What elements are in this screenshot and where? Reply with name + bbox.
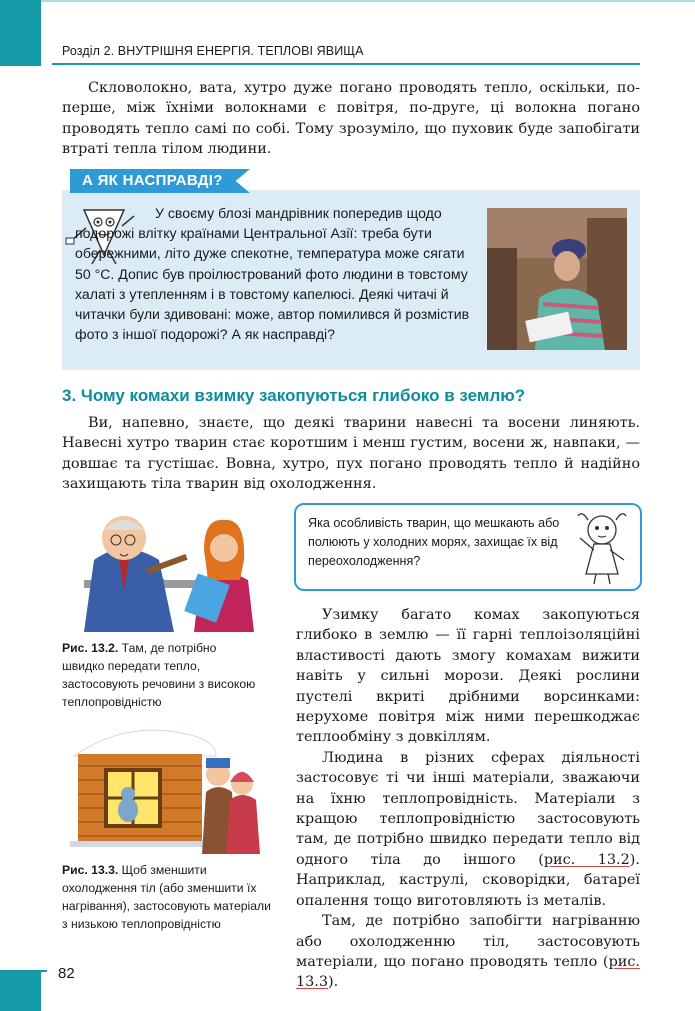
intro-paragraph: Скловолокно, вата, хутро дуже погано проводять тепло, оскільки, по-перше, між їхніми волокнами є повітря, по-друге, ці волокна погано проводять тепло самі по собі. Тому зрозуміло, що пуховик буде запобігати втраті тепла тілом людини.: [62, 80, 640, 158]
right-paragraph-2-text: Людина в різних сферах діяльності застосовує ті чи інші матеріали, зважаючи на їхню теплопровідність. Матеріали з кращою теплопровідністю застосовують там, де потрібно швидко передати тепло від одного тіла до іншого (: [296, 749, 640, 868]
bottom-left-teal-block: [0, 970, 41, 1011]
right-paragraph-2: [296, 748, 640, 911]
section-heading: 3. Чому комахи взимку закопуються глибоко в землю?: [62, 386, 526, 405]
figure-13-2-text: Там, де потрібно швидко передати тепло, застосовують речовини з високою теплопровідністю: [62, 641, 256, 709]
right-paragraph-3-text: Там, де потрібно запобігти нагріванню або охолодженню тіл, застосовують матеріали, що погано проводять тепло (: [296, 913, 640, 970]
reality-banner-text: А ЯК НАСПРАВДІ?: [82, 172, 223, 189]
figure-13-2-illustration: [64, 500, 264, 632]
right-column: [296, 605, 640, 993]
figure-13-3-illustration: [66, 726, 262, 854]
thinking-girl-icon: [572, 508, 634, 584]
figure-13-2-caption: [62, 639, 260, 711]
right-paragraph-1: Узимку багато комах закопуються глибоко в землю — її гарні теплоізоляційні властивості дають змогу комахам вижити навіть у сильні морози. Деякі рослини пустелі вкриті дрібними ворсинками: нерухоме повітря між ними перешкоджає теплообміну з довкіллям.: [296, 607, 640, 746]
chapter-header: Розділ 2. ВНУТРІШНЯ ЕНЕРГІЯ. ТЕПЛОВІ ЯВИЩА: [62, 44, 364, 58]
traveler-photo: [487, 208, 627, 350]
section-paragraph: Ви, напевно, знаєте, що деякі тварини навесні та восени линяють. Навесні хутро тварин стає коротшим і менш густим, восени ж, навпаки, — довшає та густішає. Вовна, хутро, пух погано проводять тепло й надійно захищають тіла тварин від охолодження.: [62, 415, 640, 493]
top-left-teal-block: [0, 0, 41, 66]
footer-rule: [41, 970, 47, 972]
header-rule: [52, 63, 640, 65]
figure-13-3-caption: [62, 861, 274, 933]
reality-box-text: У своєму блозі мандрівник попередив щодо подорожі влітку країнами Центральної Азії: треба бути обережними, літо дуже спекотне, температура може сягати 50 °С. Допис був проілюстрований фото людини в товстому халаті з утепленням і в товстому капелюсі. Деякі читачі й читачки були здивовані: може, автор помилився й розмістив фото з іншої подорожі? А як насправді?: [75, 205, 470, 343]
page-number: 82: [58, 965, 75, 982]
fig-13-2-link[interactable]: рис. 13.2: [543, 851, 630, 868]
figure-13-3-text: Щоб зменшити охолодження тіл (або зменшити їх нагрівання), застосовують матеріали з низькою теплопровідністю: [62, 863, 271, 931]
right-paragraph-3-end: ).: [328, 974, 339, 991]
top-strip: [41, 0, 695, 2]
fig-13-3-link[interactable]: рис. 13.3: [296, 953, 640, 991]
figure-13-2-label: Рис. 13.2.: [62, 641, 119, 655]
right-paragraph-3: [296, 911, 640, 993]
question-text: Яка особливість тварин, що мешкають або полюють у холодних морях, захищає їх від переохолодження?: [308, 516, 560, 568]
figure-13-3-label: Рис. 13.3.: [62, 863, 119, 877]
right-paragraph-2-end: ). Наприклад, каструлі, сковорідки, батареї опалення тощо виготовляють із металів.: [296, 851, 640, 909]
